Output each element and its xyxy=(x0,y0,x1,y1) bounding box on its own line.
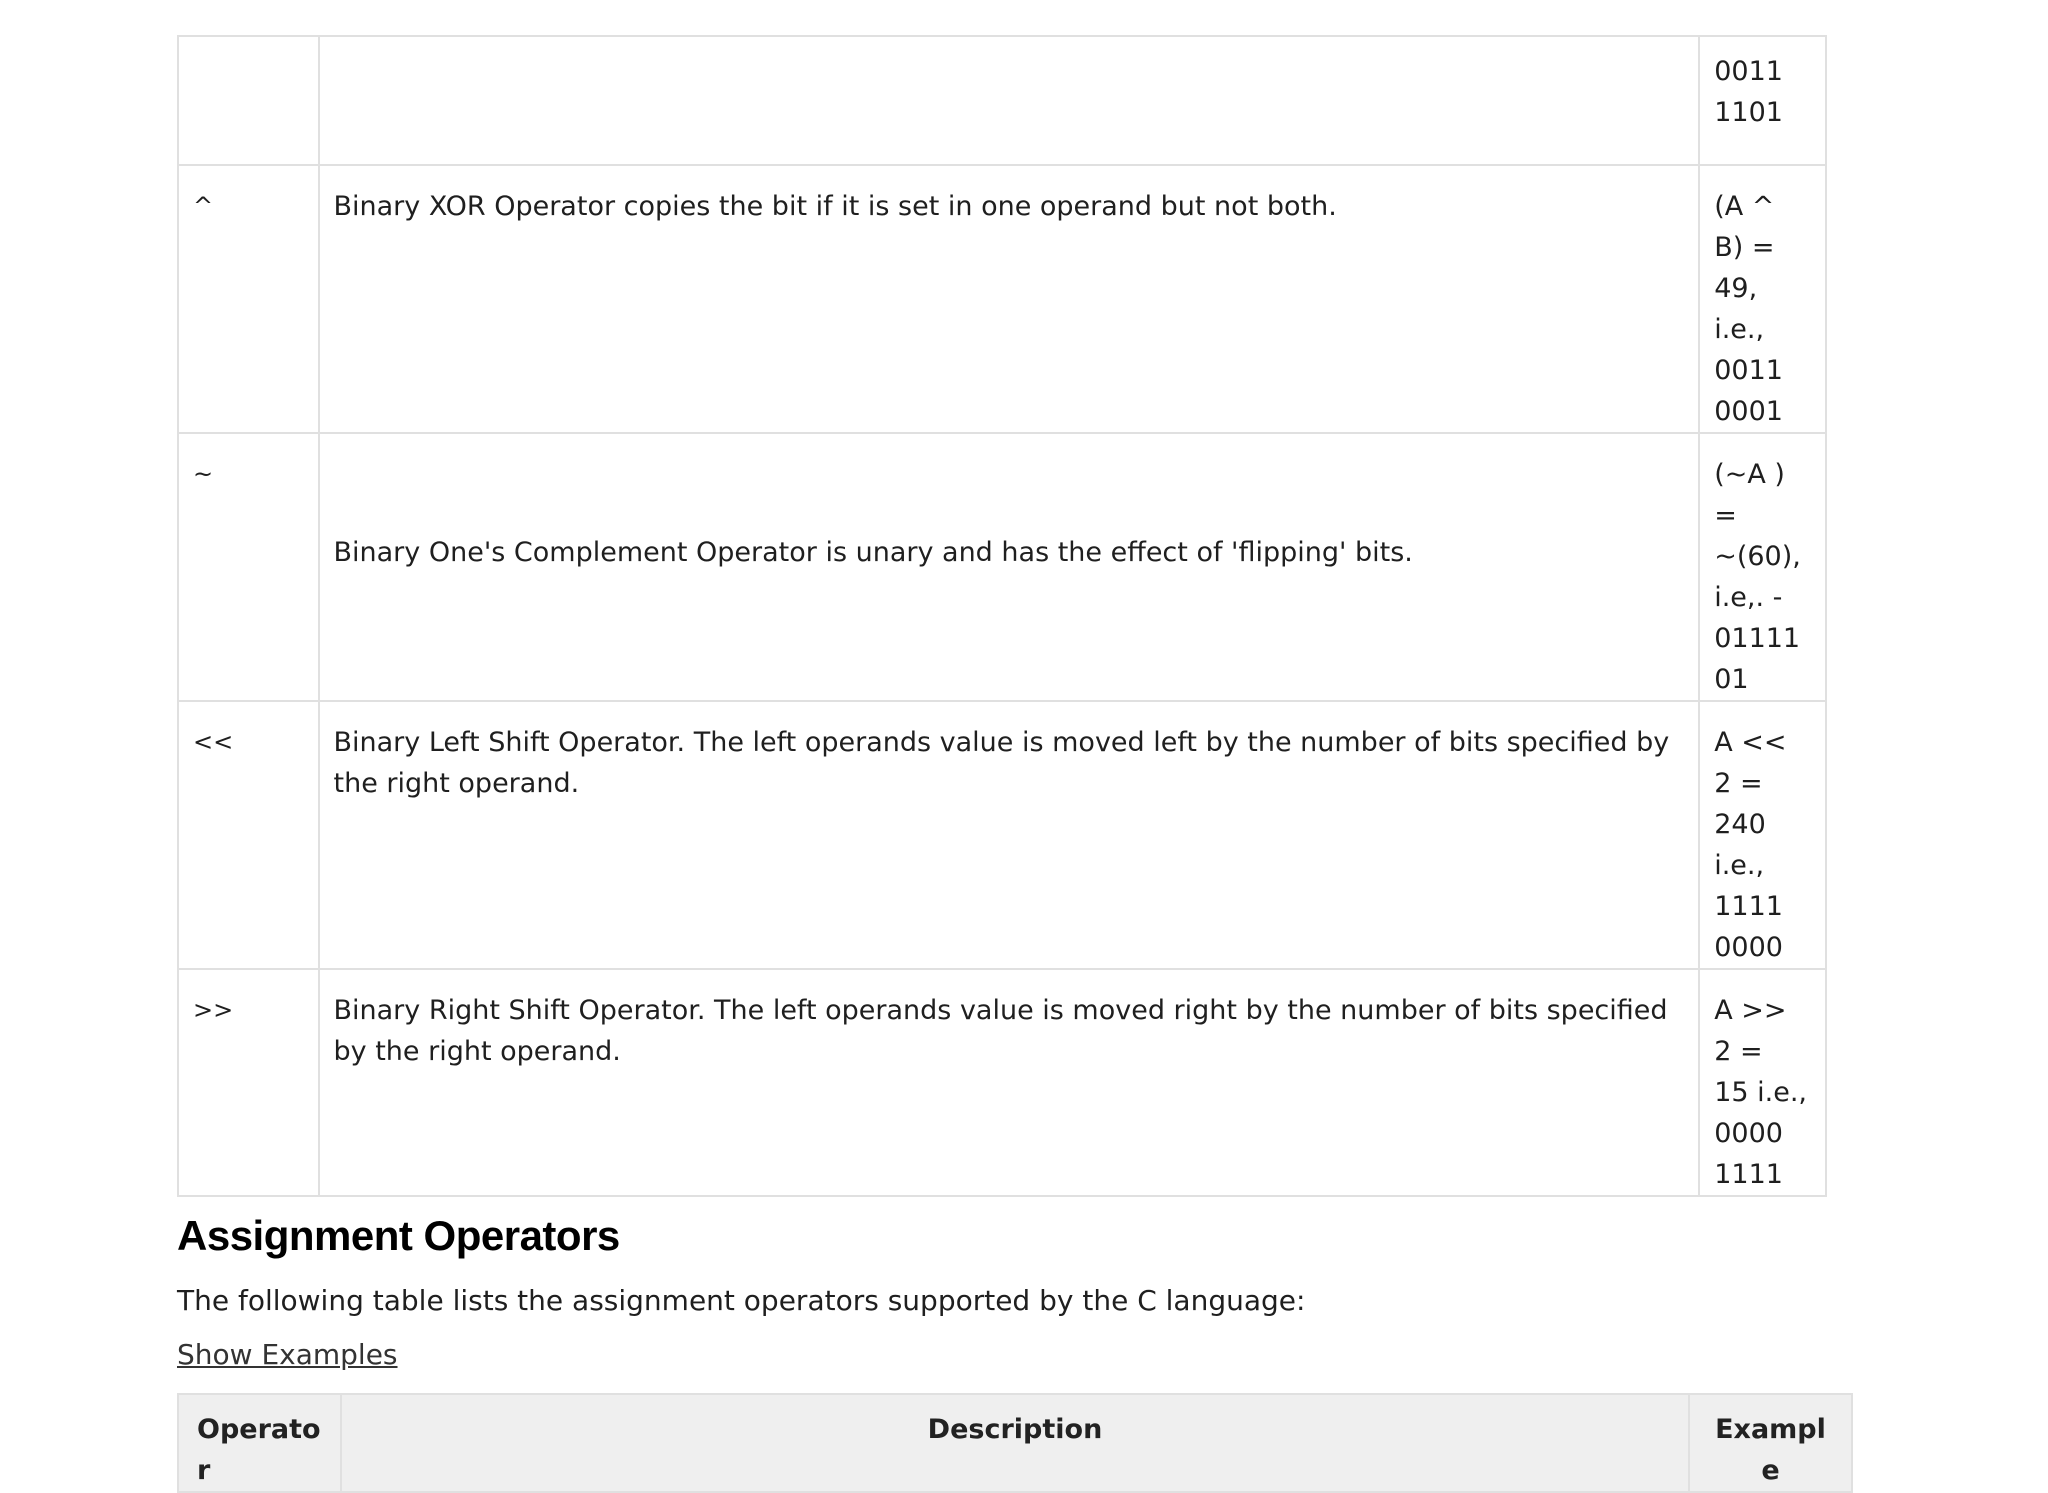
example-line: A << 2 = xyxy=(1714,727,1787,799)
show-examples-link[interactable]: Show Examples xyxy=(177,1338,398,1371)
description-cell: Binary Left Shift Operator. The left operands value is moved left by the number of bits specified by the right operand. xyxy=(319,701,1700,969)
example-line: 0001 xyxy=(1714,396,1783,427)
table-row xyxy=(178,36,1826,165)
example-line: 0011 xyxy=(1714,355,1783,386)
description-text: Binary One's Complement Operator is unary and has the effect of 'flipping' bits. xyxy=(333,536,1413,568)
example-line: 1111 xyxy=(1714,1159,1783,1190)
table-row xyxy=(178,165,1826,433)
example-line: 1111 xyxy=(1714,891,1783,922)
table-row xyxy=(178,969,1826,1196)
description-cell xyxy=(319,433,1700,701)
description-cell: Binary Right Shift Operator. The left operands value is moved right by the number of bits specified by the right operand. xyxy=(319,969,1700,1196)
example-line: i.e,. - xyxy=(1714,582,1783,613)
example-line: 15 i.e., xyxy=(1714,1077,1808,1108)
example-line: ~(60), xyxy=(1714,541,1801,572)
column-header-operator: Operator xyxy=(178,1394,341,1492)
column-header-example: Example xyxy=(1689,1394,1852,1492)
bitwise-operators-table xyxy=(177,35,1827,1197)
example-cell xyxy=(1699,165,1826,433)
example-line: 49, i.e., xyxy=(1714,273,1765,345)
example-line: 240 i.e., xyxy=(1714,809,1766,881)
example-line: (A ^ B) = xyxy=(1714,191,1775,263)
table-header-row xyxy=(178,1394,1852,1492)
description-cell: Binary XOR Operator copies the bit if it is set in one operand but not both. xyxy=(319,165,1700,433)
assignment-operators-table xyxy=(177,1393,1853,1493)
table-row xyxy=(178,701,1826,969)
example-cell xyxy=(1699,36,1826,165)
table-row xyxy=(178,433,1826,701)
operator-cell: >> xyxy=(178,969,319,1196)
example-line: A >> 2 = xyxy=(1714,995,1787,1067)
description-cell xyxy=(319,36,1700,165)
example-line: 0000 xyxy=(1714,932,1783,963)
example-line: 1101 xyxy=(1714,97,1783,128)
operator-cell xyxy=(178,36,319,165)
example-line: 0011 xyxy=(1714,56,1783,87)
operator-cell: ^ xyxy=(178,165,319,433)
example-line: 0000 xyxy=(1714,1118,1783,1149)
section-intro: The following table lists the assignment operators supported by the C language: xyxy=(177,1284,1306,1317)
example-cell xyxy=(1699,433,1826,701)
operator-cell: << xyxy=(178,701,319,969)
example-cell xyxy=(1699,969,1826,1196)
example-cell xyxy=(1699,701,1826,969)
page-content xyxy=(177,35,1827,1493)
example-line: (~A ) = xyxy=(1714,459,1785,531)
operator-cell: ~ xyxy=(178,433,319,701)
example-line: 0111101 xyxy=(1714,623,1801,695)
column-header-description: Description xyxy=(341,1394,1689,1492)
section-heading: Assignment Operators xyxy=(177,1212,620,1259)
